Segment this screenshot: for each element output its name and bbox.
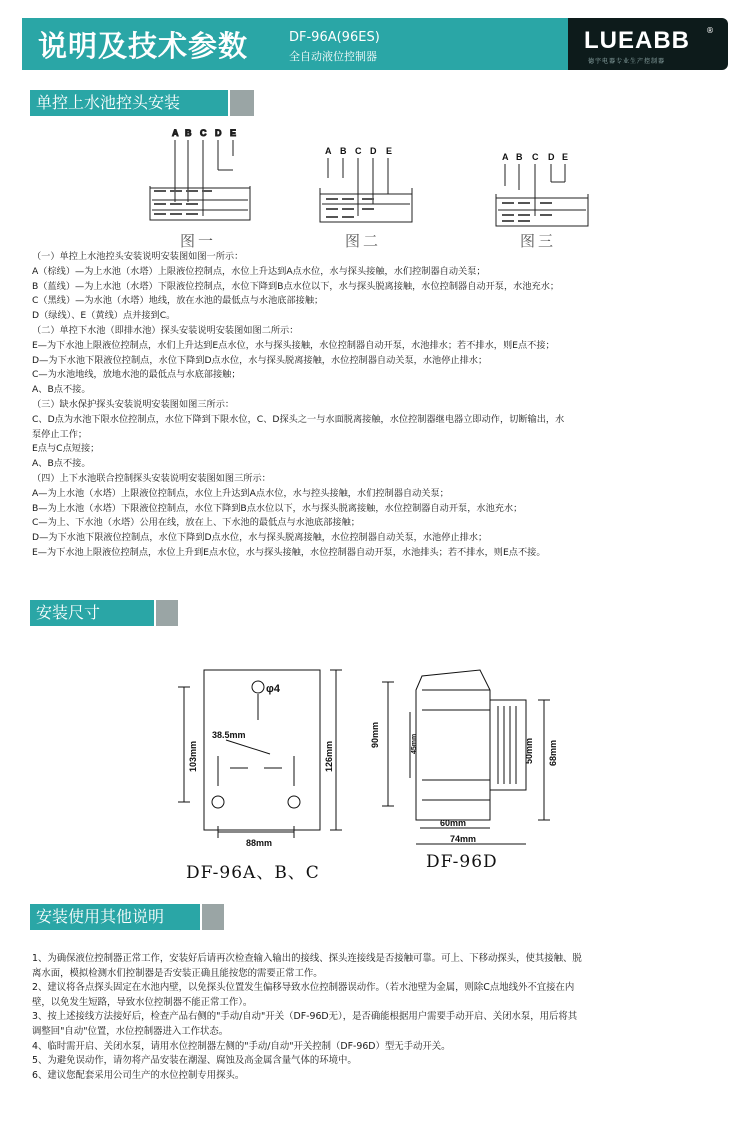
dim-126: 126mm [324,740,334,772]
dim-38-5: 38.5mm [212,730,246,740]
install-instructions [32,250,722,561]
dim-74: 74mm [450,834,477,844]
install-line: D—为下水池下限液位控制点，水位下降到D点水位，水与探头脱离接触，水位控制器自动关泵，水池停止排水； [32,354,488,366]
page-title: 说明及技术参数 [38,29,249,63]
install-line: B（蓝线）—为上水池（水塔）下限液位控制点，水位下降到B点水位以下，水与探头脱离接触，水位控制器自动开泵，水池充水； [32,280,560,292]
note-line: 5、为避免误动作，请勿将产品安装在潮湿、腐蚀及高金属含量气体的环境中。 [32,1055,357,1067]
install-line: C—为水池地线，放地水池的最低点与水底部接触； [32,369,241,381]
dim-90: 90mm [370,721,380,748]
probe-label-d: D [370,146,377,156]
note-line: 离水面，模拟检测水们控制器是否安装正确且能按您的需要正常工作。 [32,967,323,979]
install-line: E—为下水池上限液位控制点，水位上升到E点水位，水与探头接触，水位控制器自动开泵，水池排头；若不排水，则E点不接。 [32,546,546,558]
drawing-df96abc [178,670,342,838]
header-subtitle: 全自动液位控制器 [289,50,377,63]
dim-45: 45mm [411,733,418,754]
install-line: B—为上水池（水塔）下限液位控制点，水位下降到B点水位以下，水与探头脱离接触，水位控制器自动开泵，水池充水； [32,502,523,514]
section-label: 单控上水池控头安装 [30,90,228,116]
figure-1-caption: 图一 [180,232,217,250]
install-line: A、B点不接。 [32,458,91,470]
note-line: 3、按上述接线方法接好后，检查产品右侧的"手动/自动"开关（DF-96D无），是否确能根据用户需要手动开启、关闭水泵，用后将其 [32,1011,578,1023]
section-tail [156,600,178,626]
dimension-drawings [160,660,580,860]
page-header [0,0,750,78]
install-line: D（绿线）、E（黄线）点并接到C。 [32,310,176,322]
install-line: （二）单控下水池（即排水池）探头安装说明安装图如图二所示： [32,324,299,336]
install-line: E—为下水池上限液位控制点，水们上升达到E点水位，水与探头接触，水位控制器自动开泵，水池排水；若不排水，则E点不接； [32,339,555,351]
install-line: （一）单控上水池控头安装说明安装图如图一所示： [32,251,244,262]
model-caption-df96d: DF-96D [426,852,498,872]
brand-name: LUEABB [584,27,690,54]
install-line: A、B点不接。 [32,384,91,396]
section-tail [230,90,254,116]
header-model: DF-96A(96ES) [289,30,380,45]
probe-label-e: E [562,152,569,162]
install-line: A（棕线）—为上水池（水塔）上限液位控制点，水位上升达到A点水位，水与探头接触，水们控制器自动关泵； [32,265,486,277]
note-line: 6、建议您配套采用公司生产的水位控制专用探头。 [32,1069,245,1081]
note-line: 1、为确保液位控制器正常工作，安装好后请再次检查输入输出的接线、探头连接线是否接触可靠。可上、下移动探头，使其接触、脱 [32,953,582,964]
probe-label-b: B [340,146,347,156]
probe-label-c: C [532,152,539,162]
note-line: 4、临时需开启、关闭水泵，请用水位控制器左侧的"手动/自动"开关控制（DF-96D）型无手动开关。 [32,1040,451,1052]
figure-2-diagram [320,146,412,222]
usage-notes [32,952,722,1083]
install-line: （三）缺水保护探头安装说明安装图如图三所示： [32,398,235,410]
probe-label-a: A [172,128,179,138]
note-line: 调整回"自动"位置，水位控制器进入工作状态。 [32,1025,229,1037]
probe-label-c: C [200,128,207,138]
dim-50: 50mm [524,737,534,764]
install-line: D—为下水池下限液位控制点，水位下降到D点水位，水与探头脱离接触，水位控制器自动关泵，水池停止排水； [32,532,488,544]
install-line: C、D点为水池下限水位控制点，水位下降到下限水位，C、D探头之一与水面脱离接触，水位控制器继电器立即动作，切断输出，水 [32,413,565,425]
note-line: 2、建议将各点探头固定在水池内壁，以免探头位置发生偏移导致水位控制器误动作。（若水池壁为金属，则除C点地线外不宜接在内 [32,982,575,994]
dim-103: 103mm [188,740,198,772]
figure-3-water [502,202,552,222]
brand-tagline: 德宇电器专业生产控制器 [588,58,666,65]
probe-label-b: B [516,152,523,162]
probe-label-d: D [215,128,222,138]
probe-label-e: E [230,128,237,138]
probe-label-c: C [355,146,362,156]
section-tail [202,904,224,930]
probe-label-e: E [386,146,393,156]
probe-label-a: A [502,152,509,162]
figure-3-caption: 图三 [520,232,557,250]
hole-diameter-label: φ4 [266,683,280,695]
note-line: 壁，以免发生短路，导致水位控制器不能正常工作）。 [32,996,253,1008]
probe-label-d: D [548,152,555,162]
install-line: E点与C点短接； [32,443,100,455]
install-line: C（黑线）—为水池（水塔）地线，放在水池的最低点与水池底部接触； [32,295,324,307]
install-line: C—为上、下水池（水塔）公用在线，放在上、下水池的最低点与水池底部接触； [32,517,360,529]
install-line: 泵停止工作； [32,428,88,440]
figure-1-diagram [150,128,250,220]
brand-logo [568,18,728,70]
figure-2-water [326,198,374,218]
dim-68: 68mm [548,739,558,766]
install-line: （四）上下水池联合控制探头安装说明安装图如图三所示： [32,472,271,484]
dim-60: 60mm [440,818,467,828]
install-line: A—为上水池（水塔）上限液位控制点，水位上升达到A点水位，水与控头接触，水们控制器自动关泵； [32,487,449,499]
dim-88: 88mm [246,838,273,848]
probe-install-figures [130,120,630,232]
registered-icon: ® [706,26,714,35]
section-label: 安装使用其他说明 [30,904,200,930]
model-caption-df96abc: DF-96A、B、C [186,863,320,883]
section-label: 安装尺寸 [30,600,154,626]
probe-label-b: B [185,128,192,138]
figure-2-caption: 图二 [345,232,382,250]
probe-label-a: A [325,146,332,156]
